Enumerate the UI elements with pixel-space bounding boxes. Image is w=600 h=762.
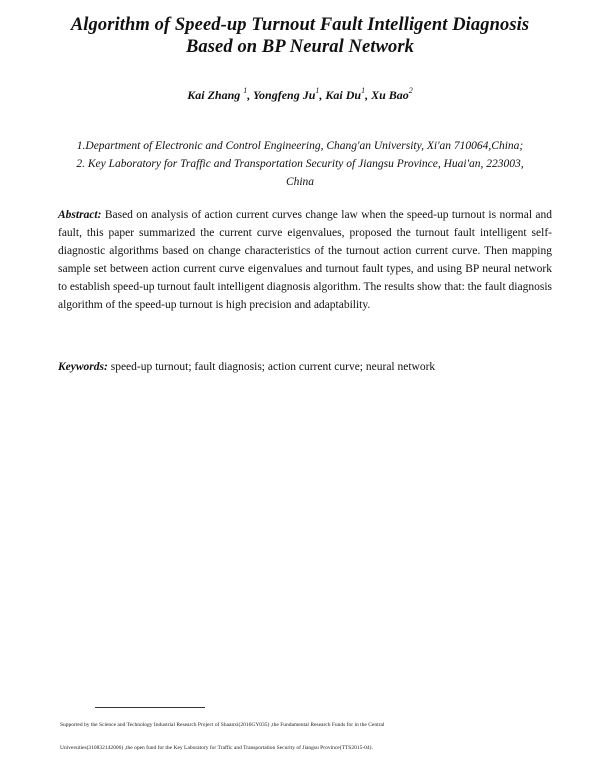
keywords-label: Keywords: xyxy=(58,361,108,373)
footnote-line: Supported by the Science and Technology Industrial Research Project of Shaanxi(2016GY035) ,the Fundamental Research Funds for in the Central xyxy=(60,722,385,728)
paper-title xyxy=(40,14,560,58)
affiliation-line: 1.Department of Electronic and Control Engineering, Chang'an University, Xi'an 710064,China; xyxy=(76,140,524,152)
author-name: Kai Du xyxy=(325,88,362,102)
author-name: Yongfeng Ju xyxy=(253,88,316,102)
author-affiliation-mark: 1 xyxy=(315,86,320,95)
keywords xyxy=(58,358,552,376)
affiliations xyxy=(60,137,540,191)
footnote-line: Universities(310832142006) ,the open fund for the Key Laboratory for Traffic and Transportation Security of Jiangsu Province(TTS2015-04). xyxy=(60,745,373,751)
abstract-label: Abstract: xyxy=(58,209,102,221)
keywords-text: speed-up turnout; fault diagnosis; action current curve; neural network xyxy=(110,361,436,373)
title-line-1: Algorithm of Speed-up Turnout Fault Intelligent Diagnosis xyxy=(70,15,530,35)
author-name: Kai Zhang xyxy=(187,88,241,102)
footnote-divider xyxy=(95,707,205,708)
abstract-text: Based on analysis of action current curves change law when the speed-up turnout is normal and fault, this paper summarized the current curve eigenvalues, proposed the turnout fault intelligent self-diagnostic algorithms based on change characteristics of the turnout action current curve. Then mapping sample set between action current curve eigenvalues and turnout fault types, and using BP neural network to establish speed-up turnout fault intelligent diagnosis algorithm. The results show that: the fault diagnosis algorithm of the speed-up turnout is high precision and adaptability. xyxy=(58,209,552,311)
author-name: Xu Bao xyxy=(371,88,409,102)
title-line-2: Based on BP Neural Network xyxy=(185,37,415,57)
affiliation-line: China xyxy=(285,176,315,188)
footnote xyxy=(60,714,540,760)
author-affiliation-mark: 1 xyxy=(243,86,248,95)
author-list: Kai Zhang $^1$, Yongfeng Ju$^1$, Kai Du$^1$, Xu Bao$^2$ xyxy=(187,86,413,102)
author-affiliation-mark: 2 xyxy=(408,86,413,95)
author-affiliation-mark: 1 xyxy=(361,86,366,95)
abstract xyxy=(58,206,552,314)
affiliation-line: 2. Key Laboratory for Traffic and Transportation Security of Jiangsu Province, Huai'an, 223003, xyxy=(76,158,524,170)
